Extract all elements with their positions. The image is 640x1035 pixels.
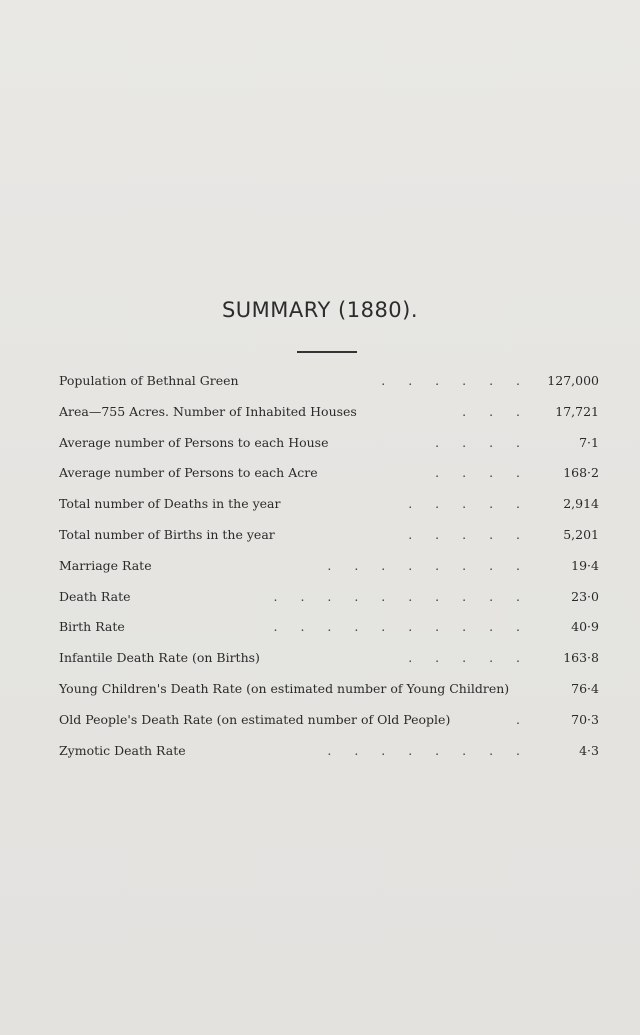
row-leader-dots: . . . . . <box>408 526 520 542</box>
summary-row-zymotic-death-rate <box>59 736 604 767</box>
row-leader-dots: . . . . . . . . <box>327 557 520 573</box>
summary-row-births <box>59 520 604 551</box>
summary-row-deaths <box>59 489 604 520</box>
row-label: Young Children's Death Rate (on estimated number of Young Children) <box>59 680 510 696</box>
row-label: Marriage Rate <box>59 557 152 573</box>
row-label: Death Rate <box>59 588 131 604</box>
row-label: Total number of Deaths in the year <box>59 496 281 512</box>
summary-table <box>59 366 604 766</box>
row-leader-dots: . . . <box>462 403 520 419</box>
row-label: Population of Bethnal Green <box>59 373 239 388</box>
row-value: 7·1 <box>579 434 599 450</box>
row-label: Area—755 Acres. Number of Inhabited Houses <box>59 403 357 419</box>
row-value: 163·8 <box>563 650 599 666</box>
title-divider <box>297 351 357 353</box>
row-leader-dots: . . . . . <box>408 496 520 512</box>
row-leader-dots: . . . . . . <box>381 373 520 388</box>
row-value: 23·0 <box>571 588 599 604</box>
row-value: 5,201 <box>563 526 599 542</box>
row-label: Infantile Death Rate (on Births) <box>59 650 260 666</box>
row-label: Birth Rate <box>59 619 125 635</box>
row-value: 40·9 <box>571 619 599 635</box>
row-value: 127,000 <box>547 373 599 388</box>
row-leader-dots: . . . . . . . . <box>327 742 520 758</box>
summary-row-young-children-death-rate <box>59 674 604 705</box>
summary-row-population <box>59 366 604 397</box>
row-value: 76·4 <box>571 680 599 696</box>
row-label: Zymotic Death Rate <box>59 742 186 758</box>
summary-row-old-people-death-rate <box>59 705 604 736</box>
row-leader-dots: . . . . . . . . . . <box>273 588 520 604</box>
row-leader-dots: . . . . <box>435 465 520 481</box>
row-value: 2,914 <box>563 496 599 512</box>
row-leader-dots: . . . . . <box>408 650 520 666</box>
summary-row-area <box>59 397 604 428</box>
row-leader-dots: . . . . <box>435 434 520 450</box>
row-value: 19·4 <box>571 557 599 573</box>
row-label: Average number of Persons to each Acre <box>59 465 318 481</box>
page-title: SUMMARY (1880). <box>221 298 419 322</box>
row-value: 17,721 <box>555 403 599 419</box>
summary-row-persons-per-house <box>59 428 604 459</box>
row-label: Old People's Death Rate (on estimated number of Old People) <box>59 711 451 727</box>
row-value: 70·3 <box>571 711 599 727</box>
row-value: 168·2 <box>563 465 599 481</box>
row-leader-dots: . <box>516 711 520 727</box>
summary-row-death-rate <box>59 582 604 613</box>
row-label: Average number of Persons to each House <box>59 434 329 450</box>
row-leader-dots: . . . . . . . . . . <box>273 619 520 635</box>
summary-row-persons-per-acre <box>59 458 604 489</box>
row-label: Total number of Births in the year <box>59 526 275 542</box>
summary-row-marriage-rate <box>59 551 604 582</box>
summary-row-infantile-death-rate <box>59 643 604 674</box>
summary-row-birth-rate <box>59 612 604 643</box>
row-value: 4·3 <box>579 742 599 758</box>
